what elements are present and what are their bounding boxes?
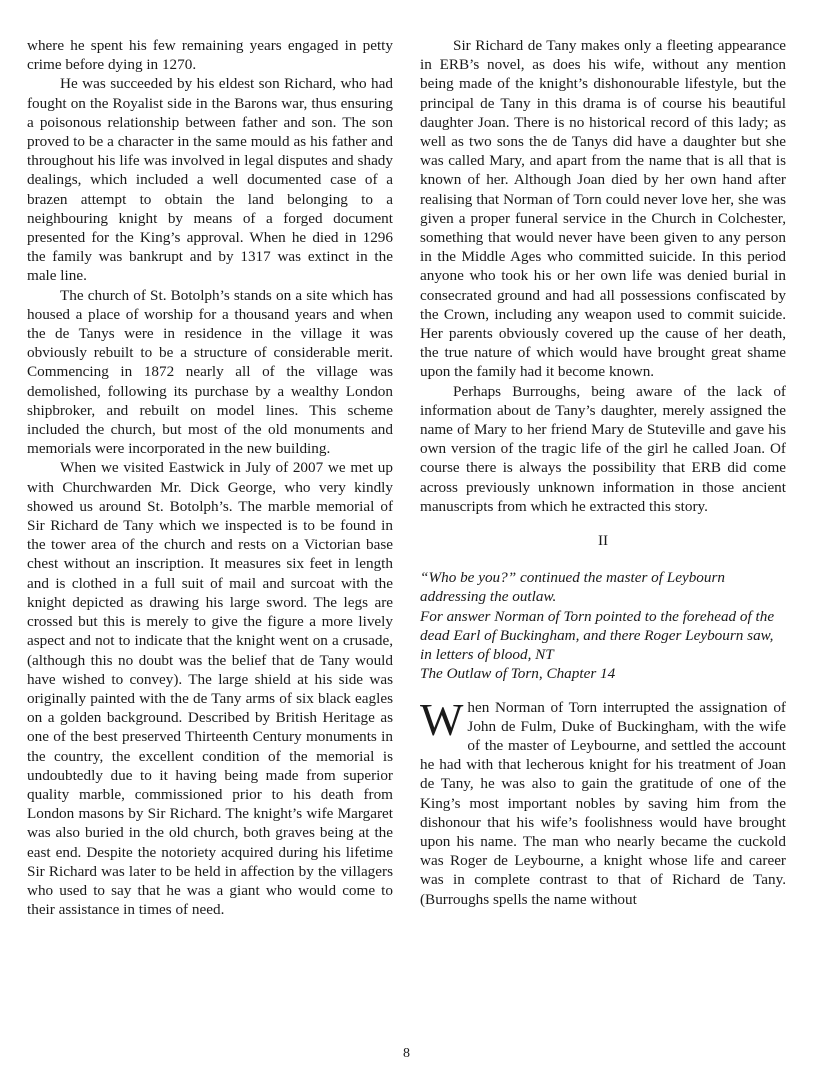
epigraph [420, 568, 786, 683]
section-heading: II [597, 532, 609, 550]
paragraph-text: hen Norman of Torn interrupted the assignation of John de Fulm, Duke of Buckingham, with the wife of the master of Leybourne, and settled the account he had with that lecherous knight for his treatment of Joan de Tany, he was also to gain the gratitude of one of the King’s most important nobles by saving him from the dishonour that his wife’s foolishness would have brought upon his name. The man who nearly became the cuckold was Roger de Leybourne, a knight whose life and career was in complete contrast to that of Richard de Tany. (Burroughs spells the name without [420, 698, 786, 908]
paragraph: The church of St. Botolph’s stands on a site which has housed a place of worship for a thousand years and when the de Tanys were in residence in the village it was obviously rebuilt to be a structure of considerable merit. Commencing in 1872 nearly all of the village was demolished, following its purchase by a wealthy London shipbroker, and rebuilt on model lines. This scheme included the church, but most of the old monuments and memorials were incorporated in the new building. [27, 286, 393, 458]
paragraph: When we visited Eastwick in July of 2007 we met up with Churchwarden Mr. Dick George, who very kindly showed us around St. Botolph’s. The marble memorial of Sir Richard de Tany which we inspected is to be found in the tower area of the church and rests on a Victorian base chest without an inscription. It measures six feet in length and is clothed in a full suit of mail and surcoat with the knight depicted as drawing his large sword. The legs are crossed but this is merely to give the figure a more lively aspect and not to indicate that the knight went on a crusade, (although this no doubt was the belief that de Tany would have wished to convey). The large shield at his side was originally painted with the de Tany arms of six black eagles on a golden background. Described by British Heritage as one of the best preserved Thirteenth Century monuments in the country, the excellent condition of the memorial is undoubtedly due to it having being made from superior quality marble, commissioned prior to his death from London masons by Sir Richard. The knight’s wife Margaret was also buried in the old church, both graves being at the east end. Despite the notoriety acquired during his lifetime Sir Richard was later to be held in affection by the villagers who used to say that he was a giant who would come to their assistance in times of need. [27, 459, 393, 919]
right-column [420, 36, 786, 909]
epigraph-line: “Who be you?” continued the master of Leybourn addressing the outlaw. [420, 569, 725, 606]
paragraph: He was succeeded by his eldest son Richard, who had fought on the Royalist side in the Barons war, thus ensuring a poisonous relationship between father and son. The son proved to be a character in the same mould as his father and throughout his life was involved in legal disputes and shady dealings, which included a well documented case of a brazen attempt to obtain the land belonging to a neighbouring knight by means of a forged document presented for the King’s approval. When he died in 1296 the family was bankrupt and by 1317 was extinct in the male line. [27, 75, 393, 285]
paragraph: Perhaps Burroughs, being aware of the lack of information about de Tany’s daughter, merely assigned the name of Mary to her friend Mary de Stuteville and gave his own version of the tragic life of the girl he called Joan. Of course there is always the possibility that ERB did come across previously unknown information in those ancient manuscripts from which he extracted this story. [420, 382, 786, 515]
epigraph-source: The Outlaw of Torn, Chapter 14 [420, 665, 616, 683]
drop-cap: W [420, 693, 464, 745]
paragraph: Sir Richard de Tany makes only a fleeting appearance in ERB’s novel, as does his wife, without any mention being made of the knight’s dishonourable lifestyle, but the principal de Tany in this drama is of course his beautiful daughter Joan. There is no historical record of this lady; as well as two sons the de Tanys did have a daughter but she was called Mary, and apart from the name that is all that is known of her. Although Joan died by her own hand after realising that Norman of Torn could never love her, she was given a proper funeral service in the Church in Colchester, something that would never have been given to any person in the Middle Ages who committed suicide. In this period anyone who took his or her own life was denied burial in consecrated ground and had all possessions confiscated by the Crown, including any weapon used to commit suicide. Her parents obviously covered up the cause of her death, the true nature of which would have brought great shame upon the family had it become known. [420, 37, 786, 381]
left-column [27, 36, 393, 919]
page-number: 8 [403, 1046, 410, 1061]
paragraph [420, 693, 786, 909]
epigraph-line: For answer Norman of Torn pointed to the forehead of the dead Earl of Buckingham, and there Roger Leybourn saw, in letters of blood, NT [420, 607, 775, 664]
paragraph: where he spent his few remaining years engaged in petty crime before dying in 1270. [27, 37, 393, 74]
